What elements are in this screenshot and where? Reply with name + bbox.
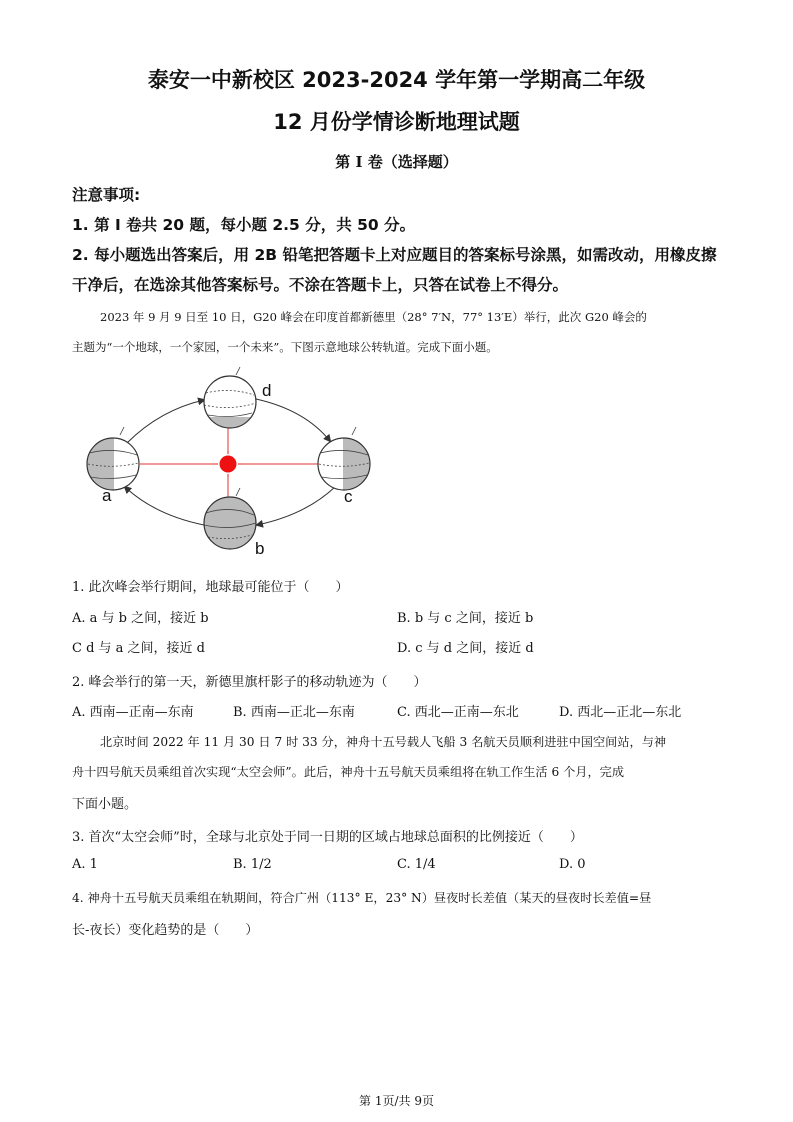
section-title: 第 I 卷（选择题） bbox=[335, 153, 458, 171]
question-2-option-a[interactable]: A. 西南—正南—东南 bbox=[72, 705, 194, 720]
question-3-option-d[interactable]: D. 0 bbox=[559, 857, 586, 872]
notice-item-2-line-2: 干净后，在选涂其他答案标号。不涂在答题卡上，只答在试卷上不得分。 bbox=[72, 276, 569, 294]
notice-item-1: 1. 第 I 卷共 20 题，每小题 2.5 分，共 50 分。 bbox=[72, 216, 416, 234]
passage-2-line-1: 北京时间 2022 年 11 月 30 日 7 时 33 分，神舟十五号载人飞船 3 名航天员顺利进驻中国空间站，与神 bbox=[100, 735, 667, 749]
question-4-line-1: 4. 神舟十五号航天员乘组在轨期间，符合广州（113° E，23° N）昼夜时长差值（某天的昼夜时长差值=昼 bbox=[72, 891, 652, 905]
label-b: b bbox=[255, 539, 265, 558]
question-3-option-b[interactable]: B. 1/2 bbox=[233, 857, 272, 872]
label-a: a bbox=[102, 486, 112, 505]
question-1-option-d[interactable]: D. c 与 d 之间，接近 d bbox=[397, 641, 534, 656]
earth-position-b bbox=[204, 488, 256, 549]
label-c: c bbox=[344, 487, 353, 506]
question-3-option-c[interactable]: C. 1/4 bbox=[397, 857, 436, 872]
label-d: d bbox=[262, 381, 272, 400]
question-1-stem: 1. 此次峰会举行期间，地球最可能位于（ ） bbox=[72, 580, 349, 595]
sun bbox=[215, 451, 241, 477]
passage-1-line-2: 主题为“一个地球，一个家园，一个未来”。下图示意地球公转轨道。完成下面小题。 bbox=[72, 340, 498, 354]
question-4-line-2: 长-夜长）变化趋势的是（ ） bbox=[72, 923, 259, 938]
question-2-stem: 2. 峰会举行的第一天，新德里旗杆影子的移动轨迹为（ ） bbox=[72, 675, 427, 690]
question-2-option-b[interactable]: B. 西南—正北—东南 bbox=[233, 705, 355, 720]
earth-position-d bbox=[204, 367, 256, 429]
question-3-option-a[interactable]: A. 1 bbox=[72, 857, 98, 872]
earth-position-a bbox=[87, 427, 139, 490]
question-3-stem: 3. 首次“太空会师”时，全球与北京处于同一日期的区域占地球总面积的比例接近（ ） bbox=[72, 830, 583, 845]
exam-title: 泰安一中新校区 2023-2024 学年第一学期高二年级 bbox=[147, 68, 646, 92]
passage-2-line-2: 舟十四号航天员乘组首次实现“太空会师”。此后，神舟十五号航天员乘组将在轨工作生活 6 个月，完成 bbox=[72, 765, 625, 779]
earth-orbit-diagram bbox=[80, 365, 380, 560]
notice-heading: 注意事项: bbox=[72, 186, 141, 204]
page-number: 第 1页/共 9页 bbox=[359, 1094, 434, 1108]
question-2-option-c[interactable]: C. 西北—正南—东北 bbox=[397, 705, 519, 720]
notice-item-2-line-1: 2. 每小题选出答案后，用 2B 铅笔把答题卡上对应题目的答案标号涂黑，如需改动，用橡皮擦 bbox=[72, 246, 717, 264]
question-1-option-b[interactable]: B. b 与 c 之间，接近 b bbox=[397, 611, 534, 626]
passage-2-line-3: 下面小题。 bbox=[72, 797, 138, 812]
passage-1-line-1: 2023 年 9 月 9 日至 10 日，G20 峰会在印度首都新德里（28° 7′N，77° 13′E）举行，此次 G20 峰会的 bbox=[100, 310, 647, 324]
question-1-option-a[interactable]: A. a 与 b 之间，接近 b bbox=[72, 611, 209, 626]
question-2-option-d[interactable]: D. 西北—正北—东北 bbox=[559, 705, 682, 720]
question-1-option-c[interactable]: C d 与 a 之间，接近 d bbox=[72, 641, 206, 656]
exam-subtitle: 12 月份学情诊断地理试题 bbox=[273, 110, 520, 134]
